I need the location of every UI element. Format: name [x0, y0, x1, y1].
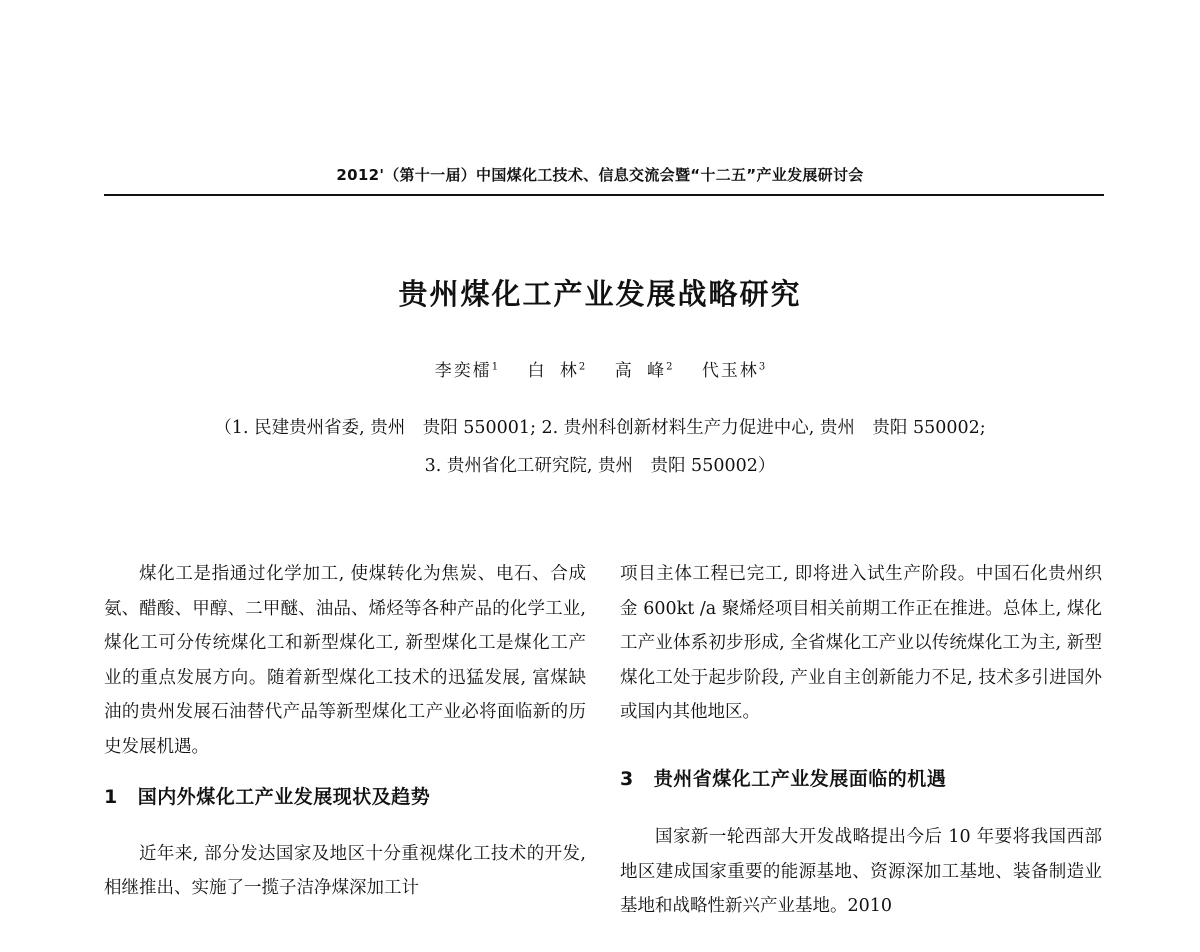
right-column: [620, 557, 1102, 924]
continued-paragraph: 项目主体工程已完工, 即将进入试生产阶段。中国石化贵州织金 600kt /a 聚烯烃项目相关前期工作正在推进。总体上, 煤化工产业体系初步形成, 全省煤化工产业以传统煤化工为主, 新型煤化工处于起步阶段, 产业自主创新能力不足, 技术多引进国外或国内其他地区。: [620, 564, 1102, 722]
author: [528, 361, 586, 381]
body-paragraph: 近年来, 部分发达国家及地区十分重视煤化工技术的开发, 相继推出、实施了一揽子洁净煤深加工计: [104, 843, 586, 898]
intro-paragraph: 煤化工是指通过化学加工, 使煤转化为焦炭、电石、合成氨、醋酸、甲醇、二甲醚、油品、烯烃等各种产品的化学工业, 煤化工可分传统煤化工和新型煤化工, 新型煤化工是煤化工产业的重点发展方向。随着新型煤化工技术的迅猛发展, 富煤缺油的贵州发展石油替代产品等新型煤化工产业必将面临新的历史发展机遇。: [104, 564, 586, 757]
section-title: 国内外煤化工产业发展现状及趋势: [137, 786, 431, 808]
author: [615, 361, 673, 381]
section-number: 1: [104, 786, 118, 808]
section-title: 贵州省煤化工产业发展面临的机遇: [653, 767, 947, 790]
author-affiliation-mark: 2: [578, 361, 586, 373]
author-name: 高 峰: [614, 361, 667, 381]
paper-title: 贵州煤化工产业发展战略研究: [398, 277, 802, 311]
author-affiliation-mark: 1: [491, 361, 499, 373]
body-paragraph: 国家新一轮西部大开发战略提出今后 10 年要将我国西部地区建成国家重要的能源基地、资源深加工基地、装备制造业基地和战略性新兴产业基地。2010: [620, 827, 1102, 916]
author-affiliation-mark: 2: [666, 361, 673, 373]
author-name: 李奕檑: [434, 361, 492, 381]
author-name: 白 林: [527, 361, 579, 381]
author-list: [0, 356, 1200, 381]
header-rule: [104, 194, 1104, 196]
section-heading: [104, 780, 586, 815]
affiliation-line: 3. 贵州省化工研究院, 贵州 贵阳 550002）: [424, 456, 776, 476]
affiliation-line: （1. 民建贵州省委, 贵州 贵阳 550001; 2. 贵州科创新材料生产力促进中心, 贵州 贵阳 550002;: [214, 418, 986, 438]
section-heading: [620, 762, 1102, 797]
left-column: [104, 557, 586, 906]
section-number: 3: [620, 767, 634, 790]
author: [702, 361, 765, 381]
author-affiliation-mark: 3: [758, 361, 766, 373]
running-header: 2012'（第十一届）中国煤化工技术、信息交流会暨“十二五”产业发展研讨会: [336, 166, 864, 184]
author: [435, 361, 498, 381]
author-name: 代玉林: [701, 361, 759, 381]
